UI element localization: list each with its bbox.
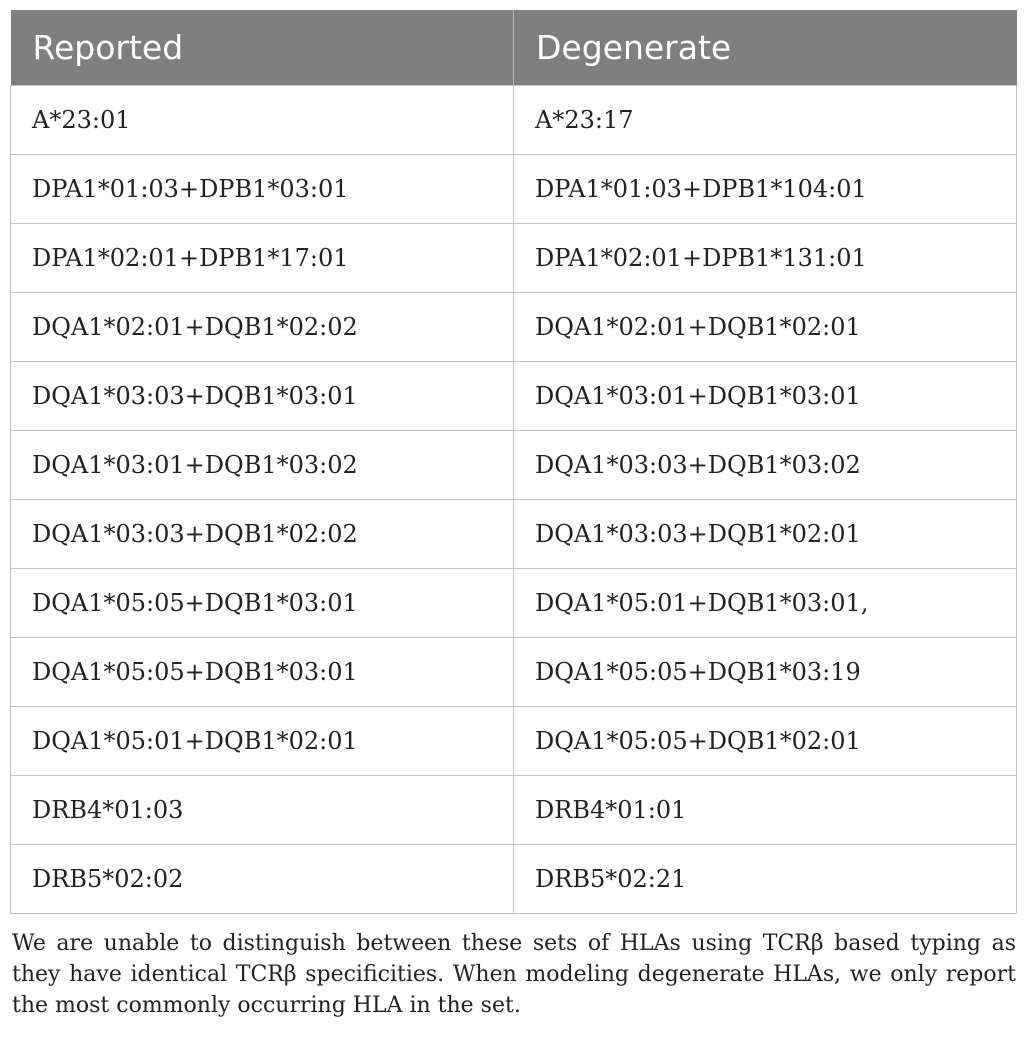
table-row — [11, 292, 1017, 361]
cell-reported: DQA1*05:05+DQB1*03:01 — [11, 637, 514, 706]
cell-degenerate: DPA1*01:03+DPB1*104:01 — [514, 154, 1017, 223]
cell-reported: DQA1*03:03+DQB1*03:01 — [11, 361, 514, 430]
column-header-reported: Reported — [11, 10, 514, 85]
cell-degenerate: DQA1*05:05+DQB1*02:01 — [514, 706, 1017, 775]
table-row — [11, 775, 1017, 844]
table-row — [11, 223, 1017, 292]
table-row — [11, 637, 1017, 706]
cell-degenerate: DRB5*02:21 — [514, 844, 1017, 913]
table-row — [11, 85, 1017, 154]
cell-degenerate: DQA1*05:01+DQB1*03:01, — [514, 568, 1017, 637]
cell-reported: DPA1*02:01+DPB1*17:01 — [11, 223, 514, 292]
cell-reported: DPA1*01:03+DPB1*03:01 — [11, 154, 514, 223]
cell-degenerate: DRB4*01:01 — [514, 775, 1017, 844]
table-row — [11, 499, 1017, 568]
cell-reported: DQA1*03:03+DQB1*02:02 — [11, 499, 514, 568]
table-row — [11, 361, 1017, 430]
table-footnote: We are unable to distinguish between these sets of HLAs using TCRβ based typing as they have identical TCRβ specificities. When modeling degenerate HLAs, we only report the most commonly occurring HLA in the set. — [12, 931, 1016, 1018]
cell-reported: DQA1*03:01+DQB1*03:02 — [11, 430, 514, 499]
cell-reported: A*23:01 — [11, 85, 514, 154]
table-header — [11, 10, 1017, 85]
hla-degeneracy-table — [10, 10, 1017, 914]
cell-degenerate: DQA1*03:03+DQB1*03:02 — [514, 430, 1017, 499]
cell-degenerate: DQA1*03:01+DQB1*03:01 — [514, 361, 1017, 430]
table-row — [11, 154, 1017, 223]
cell-reported: DRB5*02:02 — [11, 844, 514, 913]
table-row — [11, 706, 1017, 775]
column-header-degenerate: Degenerate — [514, 10, 1017, 85]
cell-degenerate: DQA1*02:01+DQB1*02:01 — [514, 292, 1017, 361]
cell-reported: DRB4*01:03 — [11, 775, 514, 844]
header-row — [11, 10, 1017, 85]
cell-reported: DQA1*05:01+DQB1*02:01 — [11, 706, 514, 775]
cell-reported: DQA1*02:01+DQB1*02:02 — [11, 292, 514, 361]
table-row — [11, 430, 1017, 499]
table-row — [11, 568, 1017, 637]
cell-reported: DQA1*05:05+DQB1*03:01 — [11, 568, 514, 637]
cell-degenerate: DQA1*05:05+DQB1*03:19 — [514, 637, 1017, 706]
cell-degenerate: DQA1*03:03+DQB1*02:01 — [514, 499, 1017, 568]
hla-table-container — [10, 10, 1016, 914]
table-row — [11, 844, 1017, 913]
table-body — [11, 85, 1017, 913]
cell-degenerate: A*23:17 — [514, 85, 1017, 154]
cell-degenerate: DPA1*02:01+DPB1*131:01 — [514, 223, 1017, 292]
